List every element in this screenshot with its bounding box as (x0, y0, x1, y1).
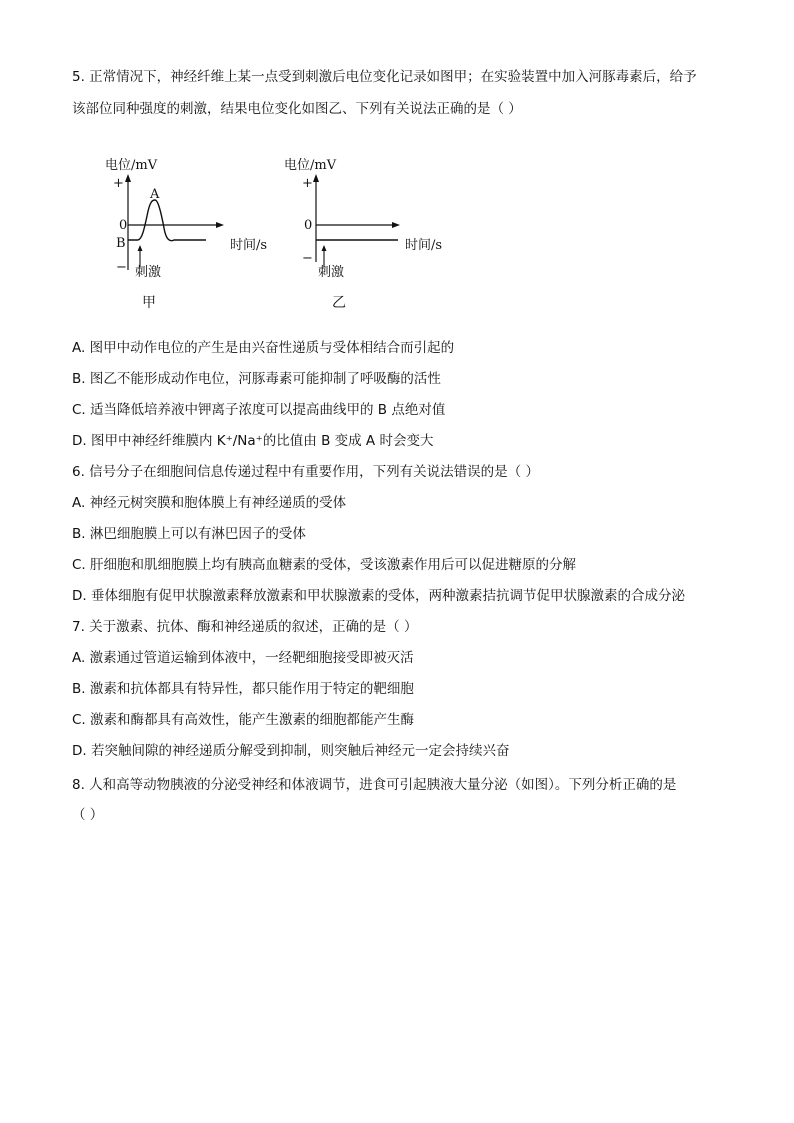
jia-potential-curve (128, 200, 206, 241)
yi-stim: 刺激 (318, 265, 345, 280)
yi-plus: + (302, 176, 313, 191)
q7-stem: 7. 关于激素、抗体、酶和神经递质的叙述，正确的是（ ） (72, 619, 418, 635)
q5-option-c: C. 适当降低培养液中钾离子浓度可以提高曲线甲的 B 点绝对值 (72, 402, 446, 418)
jia-xlabel: 时间/s (230, 238, 268, 253)
jia-x-arrow (216, 222, 224, 228)
q5-option-a: A. 图甲中动作电位的产生是由兴奋性递质与受体相结合而引起的 (72, 340, 455, 356)
jia-ylabel: 电位/mV (105, 158, 158, 173)
q7-option-a: A. 激素通过管道运输到体液中，一经靶细胞接受即被灭活 (72, 650, 414, 666)
yi-x-arrow (392, 222, 400, 228)
q5-option-d: D. 图甲中神经纤维膜内 K⁺/Na⁺的比值由 B 变成 A 时会变大 (72, 433, 434, 449)
q6-option-c: C. 肝细胞和肌细胞膜上均有胰高血糖素的受体，受该激素作用后可以促进糖原的分解 (72, 557, 577, 573)
q7-option-c: C. 激素和酶都具有高效性，能产生激素的细胞都能产生酶 (72, 712, 415, 728)
jia-zero: 0 (119, 218, 128, 233)
q6-stem: 6. 信号分子在细胞间信息传递过程中有重要作用，下列有关说法错误的是（ ） (72, 464, 539, 480)
figure-jia (100, 150, 300, 310)
jia-minus: − (116, 260, 127, 275)
yi-ylabel: 电位/mV (284, 158, 337, 173)
jia-stim: 刺激 (135, 265, 162, 280)
q8-stem-line1: 8. 人和高等动物胰液的分泌受神经和体液调节，进食可引起胰液大量分泌（如图）。下列分析正确的是 (72, 777, 677, 793)
yi-stim-arrowhead (322, 245, 327, 251)
q6-option-a: A. 神经元树突膜和胞体膜上有神经递质的受体 (72, 495, 347, 511)
figure-yi (280, 150, 480, 310)
jia-caption: 甲 (142, 295, 156, 311)
q6-option-d: D. 垂体细胞有促甲状腺激素释放激素和甲状腺激素的受体，两种激素拮抗调节促甲状腺激素的合成分泌 (72, 588, 685, 604)
q7-option-b: B. 激素和抗体都具有特异性，都只能作用于特定的靶细胞 (72, 681, 414, 697)
jia-plus: + (113, 176, 124, 191)
jia-y-arrow (125, 174, 131, 182)
q5-option-b: B. 图乙不能形成动作电位，河豚毒素可能抑制了呼吸酶的活性 (72, 371, 441, 387)
yi-xlabel: 时间/s (405, 238, 443, 253)
q5-stem-line2: 该部位同种强度的刺激，结果电位变化如图乙、下列有关说法正确的是（ ） (72, 101, 522, 117)
yi-zero: 0 (304, 218, 313, 233)
jia-stim-arrowhead (138, 245, 143, 251)
jia-point-a: A (150, 187, 160, 202)
jia-point-b: B (116, 236, 126, 251)
yi-y-arrow (313, 174, 319, 182)
q6-option-b: B. 淋巴细胞膜上可以有淋巴因子的受体 (72, 526, 306, 542)
q5-stem-line1: 5. 正常情况下，神经纤维上某一点受到刺激后电位变化记录如图甲；在实验装置中加入河豚毒素后，给予 (72, 69, 697, 85)
yi-caption: 乙 (332, 295, 346, 311)
q7-option-d: D. 若突触间隙的神经递质分解受到抑制，则突触后神经元一定会持续兴奋 (72, 743, 510, 759)
yi-minus: − (302, 251, 313, 266)
q8-stem-line2: （ ） (72, 807, 104, 823)
